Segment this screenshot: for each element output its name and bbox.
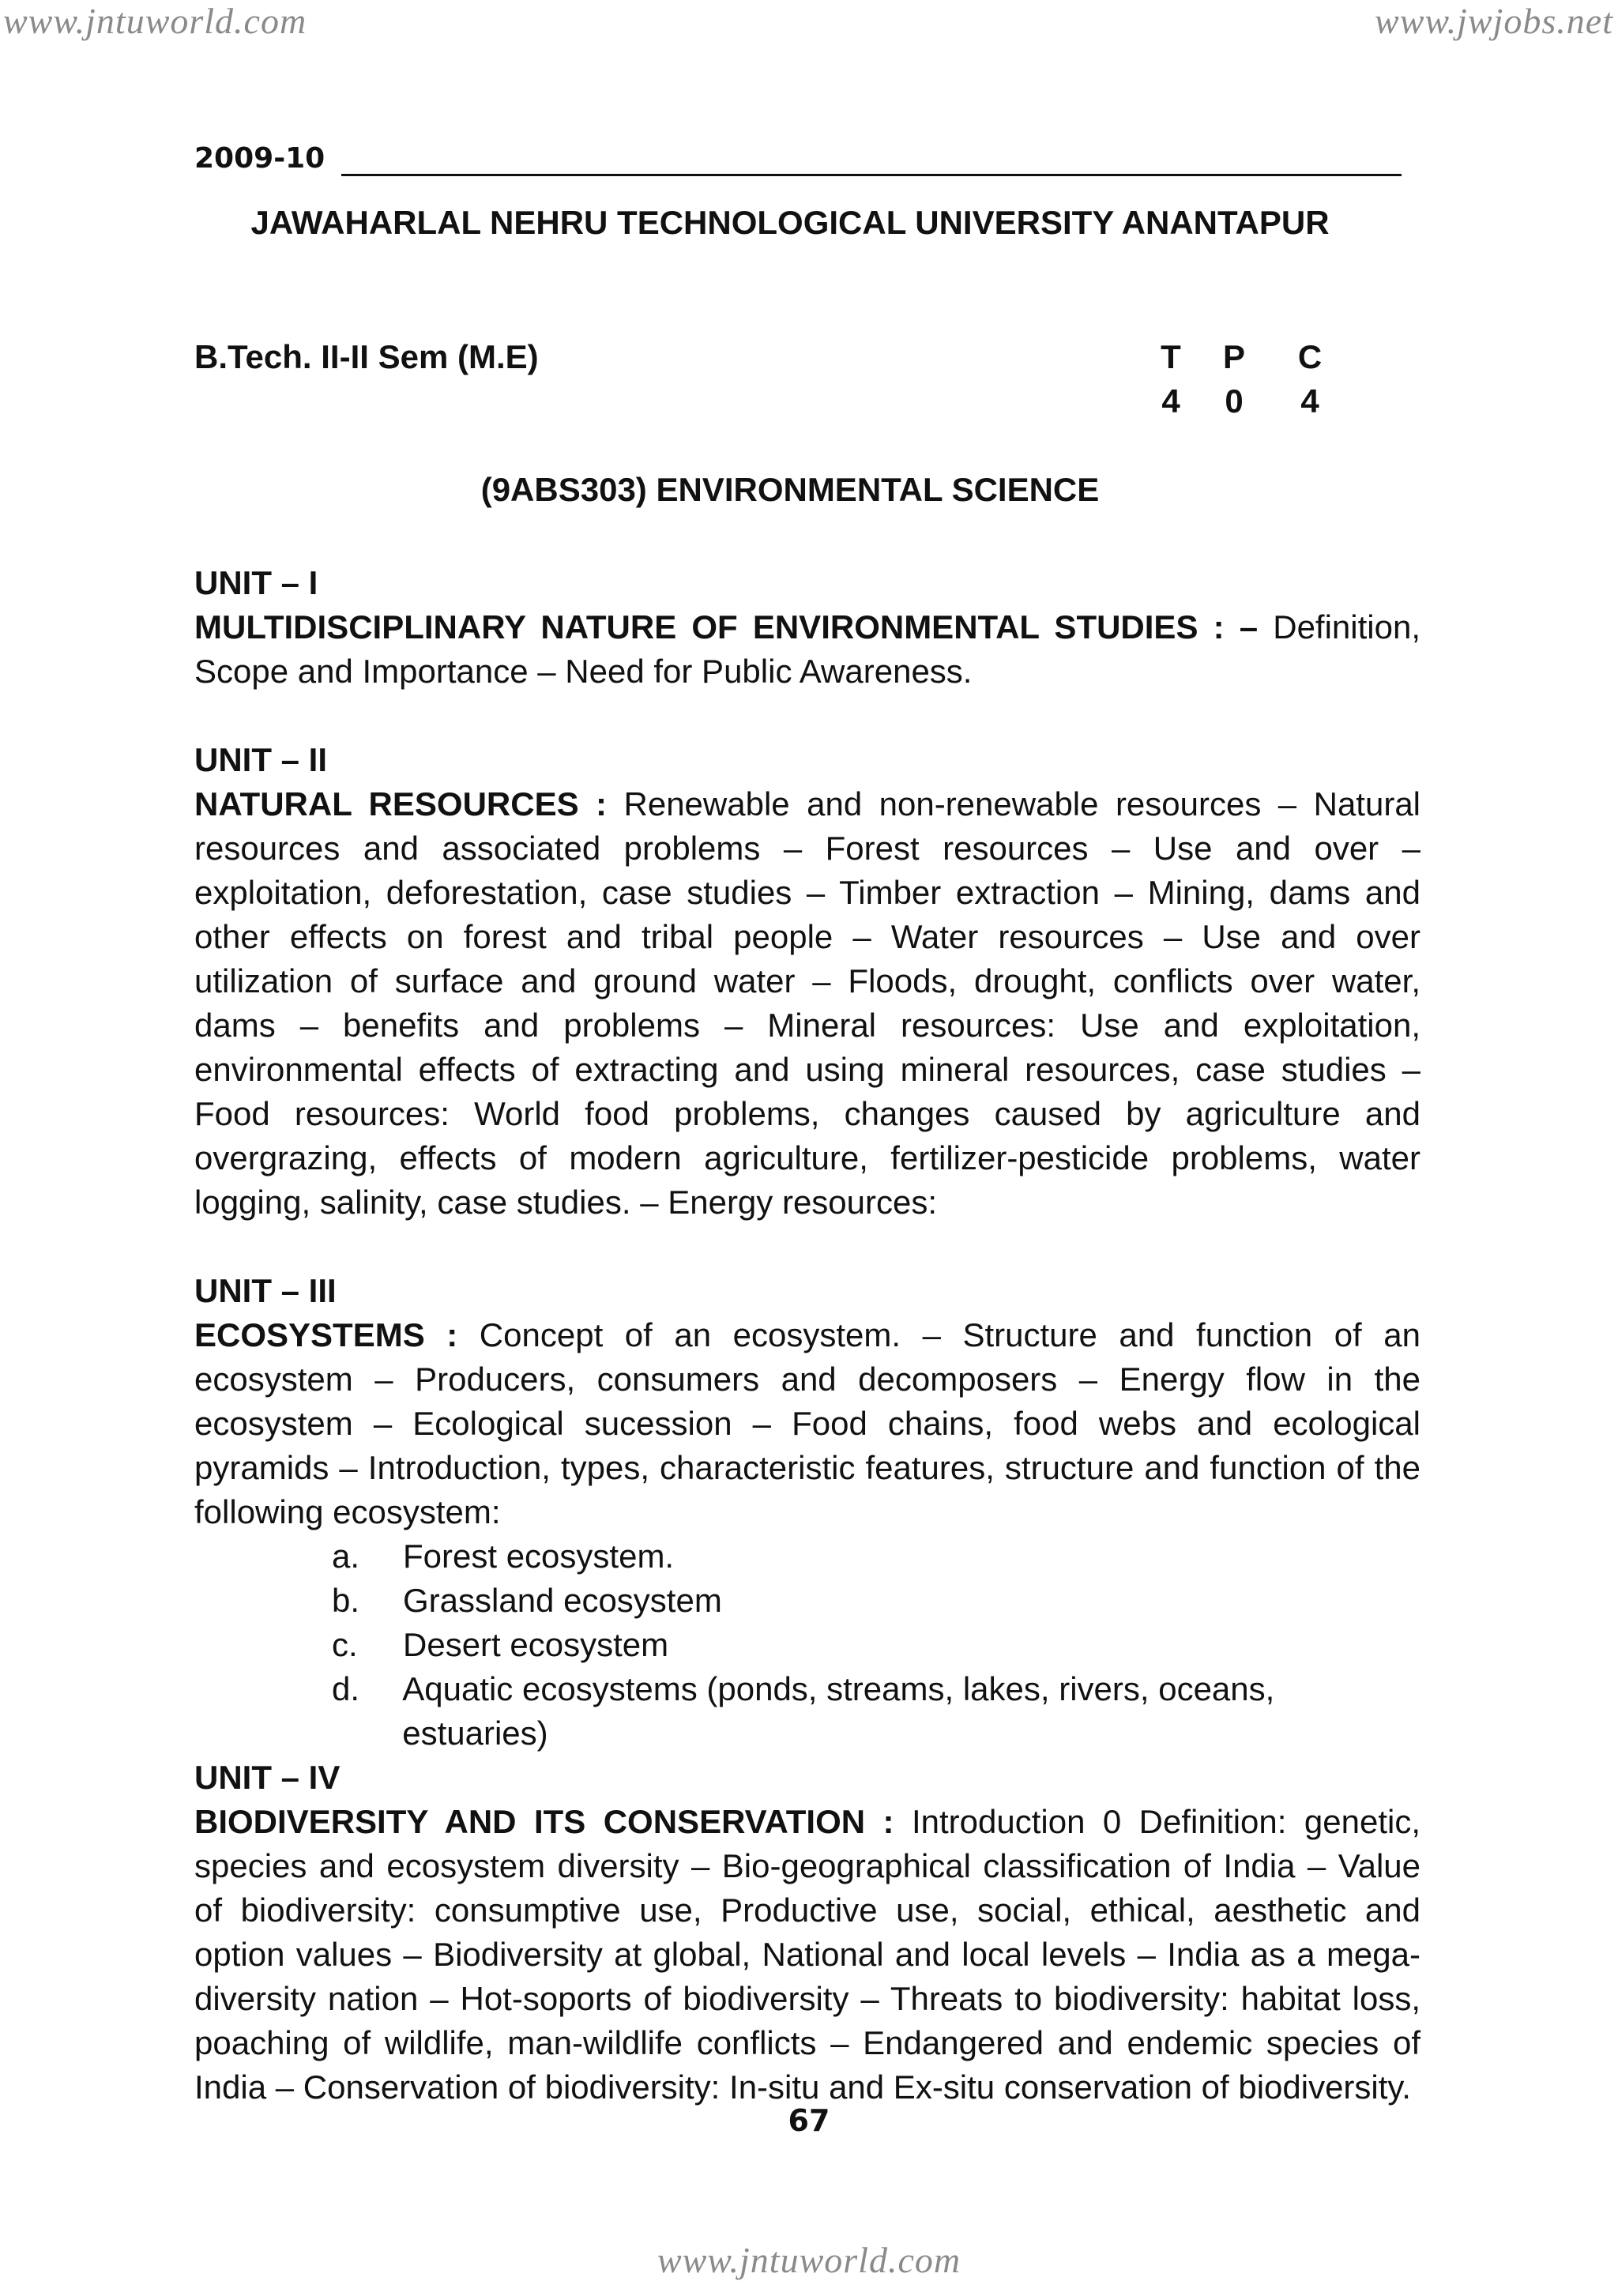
unit-1-title: MULTIDISCIPLINARY NATURE OF ENVIRONMENTAL STUDIES : – xyxy=(194,608,1259,646)
unit-4-title: BIODIVERSITY AND ITS CONSERVATION : xyxy=(194,1803,894,1840)
unit-1-text: Definition, Scope and Importance – Need for Public Awareness. xyxy=(194,608,1420,690)
subject-title xyxy=(0,471,1618,509)
unit-1-body xyxy=(194,605,1420,694)
watermark-bottom: www.jntuworld.com xyxy=(657,2240,961,2280)
watermark-top-left: www.jntuworld.com xyxy=(3,1,307,41)
academic-year: 2009-10 xyxy=(194,142,325,175)
list-item xyxy=(194,1534,1420,1579)
page-number: 67 xyxy=(788,2103,830,2138)
list-item xyxy=(194,1667,1420,1756)
list-item-text: Forest ecosystem. xyxy=(403,1538,675,1575)
tpc-value-p: 0 xyxy=(1225,382,1244,420)
list-item-text: Grassland ecosystem xyxy=(403,1582,722,1619)
unit-3-heading: UNIT – III xyxy=(194,1272,337,1309)
ecosystem-list xyxy=(194,1534,1420,1756)
unit-1-heading: UNIT – I xyxy=(194,564,318,601)
unit-2-title: NATURAL RESOURCES : xyxy=(194,785,608,822)
tpc-value-t: 4 xyxy=(1161,382,1180,420)
unit-2-text: Renewable and non-renewable resources – Natural resources and associated problems – Forest resources – Use and over – exploitation, deforestation, case studies – Timber extraction – Mining, dams and other effects on forest and tribal people – Water resources – Use and over utilization of surface and ground water – Floods, drought, conflicts over water, dams – benefits and problems – Mineral resources: Use and exploitation, environmental effects of extracting and using mineral resources, case studies – Food resources: World food problems, changes caused by agriculture and overgrazing, effects of modern agriculture, fertilizer-pesticide problems, water logging, salinity, case studies. – Energy resources: xyxy=(194,785,1421,1221)
unit-4-heading: UNIT – IV xyxy=(194,1759,341,1796)
unit-3-text: Concept of an ecosystem. – Structure and function of an ecosystem – Producers, consumers and decomposers – Energy flow in the ecosystem – Ecological sucession – Food chains, food webs and ecological pyramids – Introduction, types, characteristic features, structure and function of the following ecosystem: xyxy=(194,1316,1420,1530)
university-name xyxy=(0,204,1618,242)
watermark-top-right: www.jwjobs.net xyxy=(1375,1,1613,41)
unit-2-heading: UNIT – II xyxy=(194,741,328,778)
university-name-text: JAWAHARLAL NEHRU TECHNOLOGICAL UNIVERSITY ANANTAPUR xyxy=(250,204,1330,241)
unit-3-body xyxy=(194,1313,1420,1534)
list-item xyxy=(194,1623,1420,1667)
subject-title-text: (9ABS303) ENVIRONMENTAL SCIENCE xyxy=(480,471,1100,508)
tpc-value-c: 4 xyxy=(1300,382,1319,420)
unit-2-body xyxy=(194,782,1420,1225)
list-item-label: a. xyxy=(332,1538,360,1575)
syllabus-content xyxy=(194,561,1420,2110)
tpc-label-t: T xyxy=(1161,338,1181,375)
list-item-text: Aquatic ecosystems (ponds, streams, lakes, rivers, oceans, estuaries) xyxy=(402,1670,1275,1752)
tpc-label-c: C xyxy=(1297,338,1323,375)
list-item-text: Desert ecosystem xyxy=(403,1626,669,1663)
tpc-label-p: P xyxy=(1222,338,1245,375)
unit-4-body xyxy=(194,1800,1420,2110)
list-item xyxy=(194,1579,1420,1623)
unit-4-text: Introduction 0 Definition: genetic, species and ecosystem diversity – Bio-geographical classification of India – Value of biodiversity: consumptive use, Productive use, social, ethical, aesthetic and option values – Biodiversity at global, National and local levels – India as a mega-diversity nation – Hot-soports of biodiversity – Threats to biodiversity: habitat loss, poaching of wildlife, man-wildlife conflicts – Endangered and endemic species of India – Conservation of biodiversity: In-situ and Ex-situ conservation of biodiversity. xyxy=(194,1803,1420,2106)
unit-3-title: ECOSYSTEMS : xyxy=(194,1316,458,1353)
list-item-label: c. xyxy=(332,1626,358,1663)
course-label: B.Tech. II-II Sem (M.E) xyxy=(194,338,539,375)
list-item-label: d. xyxy=(332,1670,360,1707)
list-item-label: b. xyxy=(332,1582,360,1619)
year-underline xyxy=(341,174,1402,176)
